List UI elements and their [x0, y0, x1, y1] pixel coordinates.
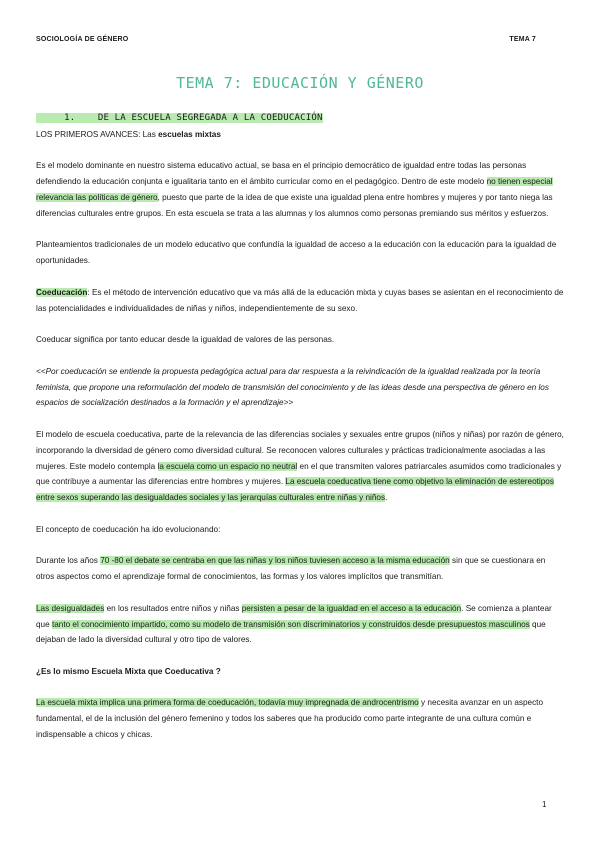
p7-text-a: Durante los años	[36, 556, 101, 566]
section-title: DE LA ESCUELA SEGREGADA A LA COEDUCACIÓN	[97, 113, 323, 123]
paragraph-coeducar: Coeducar significa por tanto educar desde la igualdad de valores de las personas.	[36, 335, 335, 345]
p1-text-a: Es el modelo dominante en nuestro sistema educativo actual, se basa en el principio democrático de igualdad entre todas las personas defendiendo la educación conjunta e igualitaria tanto en el ámbito curricular como en el pedagógico. Dentro de este modelo	[36, 161, 527, 187]
p5-highlight-1: la escuela como un espacio no neutral	[157, 461, 298, 471]
p7-text-b: sin que se cuestionara en otros aspectos como el aprendizaje formal de conocimientos, las formas y los valores implícitos que transmitían.	[36, 556, 546, 582]
subheading-prefix: LOS PRIMEROS AVANCES: Las	[36, 129, 159, 139]
p8-highlight-1: Las desigualdades	[36, 603, 105, 613]
p1-highlight: no tienen especial relevancia las políticas de género	[36, 177, 553, 202]
p7-highlight: 70 -80 el debate se centraba en que las niñas y los niños tuviesen acceso a la misma educación	[100, 556, 450, 566]
subheading	[36, 127, 564, 143]
p5-text-a: El modelo de escuela coeducativa, parte de la relevancia de las diferencias sociales y sexuales entre grupos (niños y niñas) por razón de género, incorporando la diversidad de género como diversidad cultural. Se reconocen valores culturales y prácticas tradicionalmente asociadas a las mujeres. Este modelo contempla	[36, 429, 564, 471]
p9-highlight: La escuela mixta implica una primera forma de coeducación, todavía muy impregnada de androcentrismo	[36, 698, 419, 708]
section-heading	[36, 110, 564, 127]
p5-text-c: .	[385, 493, 388, 503]
paragraph-inequalities	[36, 601, 564, 648]
paragraph-70-80	[36, 553, 564, 585]
p8-text-a: en los resultados entre niños y niñas	[104, 603, 242, 613]
page-title: TEMA 7: EDUCACIÓN Y GÉNERO	[176, 74, 424, 92]
paragraph-coeducative-model	[36, 427, 564, 506]
paragraph-mixed-vs-coeducative	[36, 695, 564, 742]
paragraph-evolution: El concepto de coeducación ha ido evolucionando:	[36, 524, 221, 534]
header-topic: TEMA 7	[509, 36, 536, 43]
p8-highlight-3: tanto el conocimiento impartido, como su modelo de transmisión son discriminatorios y construidos desde presupuestos masculinos	[51, 619, 530, 629]
section-heading-text	[36, 113, 323, 123]
subheading-bold: escuelas mixtas	[158, 129, 221, 139]
p8-text-c: que dejaban de lado la diversidad cultural y otro tipo de valores.	[36, 619, 546, 645]
quote-coeducation: <<Por coeducación se entiende la propuesta pedagógica actual para dar respuesta a la reivindicación de la igualdad realizada por la teoría feminista, que propone una reformulación del modelo de transmisión del conocimiento y de las ideas desde una perspectiva de género en los espacios de socialización destinados a la formación y el aprendizaje>>	[36, 366, 549, 408]
paragraph-traditional: Planteamientos tradicionales de un modelo educativo que confundía la igualdad de acceso a la educación con la educación para la igualdad de oportunidades.	[36, 240, 557, 266]
term-coeducacion: Coeducación	[36, 287, 88, 297]
paragraph-coeducation-definition	[36, 285, 564, 317]
p3-text: : Es el método de intervención educativo que va más allá de la educación mixta y cuyas bases se asientan en el reconocimiento de las potencialidades e individualidades de niñas y niños, independientemente de su sexo.	[36, 287, 564, 313]
p5-highlight-2: La escuela coeducativa tiene como objetivo la eliminación de estereotipos entre sexos superando las desigualdades sociales y las jerarquías culturales entre niñas y niños	[36, 477, 554, 503]
section-number: 1.	[64, 113, 76, 123]
header-subject: SOCIOLOGÍA DE GÉNERO	[36, 36, 129, 43]
p5-text-b: en el que transmiten valores patriarcales asumidos como tradicionales y que contribuye a aumentar las diferencias entre hombres y mujeres.	[36, 461, 562, 487]
question-heading: ¿Es lo mismo Escuela Mixta que Coeducativa ?	[36, 666, 221, 676]
p1-text-b: , puesto que parte de la idea de que existe una igualdad plena entre hombres y mujeres y por tanto niega las diferencias culturales entre grupos. En esta escuela se trata a las alumnas y los alumnos como personas premiando sus méritos y esfuerzos.	[36, 192, 553, 218]
paragraph-mixed-school	[36, 158, 564, 221]
document-body	[36, 110, 564, 759]
page-number: 1	[542, 800, 547, 809]
p8-text-b: . Se comienza a plantear que	[36, 603, 552, 629]
p8-highlight-2: persisten a pesar de la igualdad en el acceso a la educación	[241, 603, 462, 613]
p9-text-a: y necesita avanzar en un aspecto fundamental, el de la inclusión del género femenino y todos los saberes que ha producido como parte integrante de una cultura común e indispensable a chicos y chicas.	[36, 698, 544, 740]
